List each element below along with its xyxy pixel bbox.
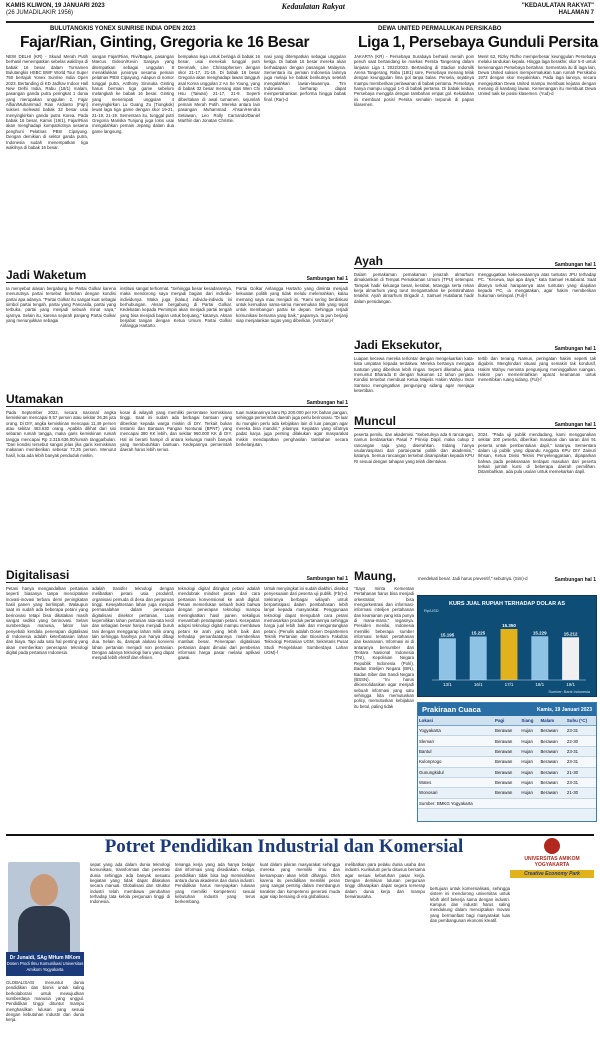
weather-row (418, 777, 596, 787)
kurs-value-label: 15.350 (502, 623, 516, 628)
weather-row (418, 736, 596, 746)
weather-cell: Berawan (539, 726, 565, 736)
weather-cell: Kulonprogo (418, 757, 494, 767)
page-number: HALAMAN 7 (558, 10, 594, 16)
chart-source: Sumber: Bank Indonesia (548, 690, 590, 694)
weather-cell: Hujan (520, 757, 539, 767)
kurs-date-label: 16/1 (473, 682, 483, 687)
weather-title: Prakiraan Cuaca (422, 705, 481, 714)
suit-shape (18, 906, 70, 954)
badminton-col-3: bempakan lega untuk berlaga di babak 16 besar, usai menekuk tunggal putri Denmark, Line Christophersen dengan skor 21-17, 21-19. Di babak 16 besar Gregoria akan menghadapi lawan tangguh asal Korea unggulan 2 An Se Young, yang di babak 32 besar menang atas Wen Chi Hsu (Taiwan) 21-17, 21-9. Seperti diberitakan di awal turnamen, sejumlah pemain Merah Putih. Mereka antara lain pasangan Muhammad Ahsan/Hendra Setiawan, Leo Rolly Carnando/Daniel Marthin dan Jonatan Christie. (178, 54, 260, 124)
weather-cell: 23-31 (566, 757, 596, 767)
weather-cell: 21-30 (566, 788, 596, 798)
page-header (6, 3, 594, 21)
weather-cell: 23-31 (566, 777, 596, 787)
waketum-col-2: institusi sangat terhormat. "Sehingga besar kesadarannya, maka mendorong saya menjadi bagian dari individu-individunya. Maka juga (kalau) individu-individu ini berhubungan. Aksan bergabung di Partai Golkar. Kedekatan kepada Pemimpin akan menjadi partai tengah yang bisa menjadi bagian untuk berjuang," katanya. Aksan berjabat tangan dengan Ketua Umum Partai Golkar Airlangga Hartarto. (120, 286, 232, 329)
author-photo (8, 862, 80, 954)
kurs-date-label: 19/1 (566, 682, 575, 687)
chart-unit: Rp/USD (424, 608, 439, 613)
weather-cell: Hujan (520, 788, 539, 798)
weather-cell: Wates (418, 777, 494, 787)
eksekutor-title: Jadi Eksekutor, (354, 338, 443, 352)
ad-col-6: bertujuan untuk komersialisasi, sehingga sistem ini mendorong universitas untuk lebih aktif bekerja sama dengan industri. Kampus dan industri harus saling mendukung dalam menciptakan inovasi yang bermanfaat bagi masyarakat luas dan pembangunan ekonomi kreatif. (430, 886, 510, 924)
weather-cell: Hujan (520, 767, 539, 777)
weather-column-header: Lokasi (418, 716, 494, 726)
logo-university-name: UNIVERSITAS AMIKOM YOGYAKARTA (524, 856, 580, 868)
chart-title: KURS JUAL RUPIAH TERHADAP DOLAR AS (448, 601, 566, 607)
header-right (522, 3, 594, 17)
edition-hijri-date: (26 JUMADILAKIR 1956) (6, 10, 74, 16)
face-shape (30, 874, 58, 906)
ad-col-2: sepat yang ada dalam dunia teknologi komunikasi, transformasi dan penetrasi dunia sehingga ada banyak sesuatu kegiatan yang tidak dapat dilakukan secara manual. Globalisasi dan struktur industri telah membawa perubahan terhadap tata kelola perguruan tinggi di Indonesia. (90, 862, 170, 905)
weather-forecast-box (417, 702, 597, 822)
waketum-section-bar (6, 268, 348, 283)
weather-cell: 21-30 (566, 767, 596, 777)
utamakan-title: Utamakan (6, 392, 64, 406)
digitalisasi-col-4: Untuk menyingkat ini sudah diakhiri, disebut penyesuaian dari peserta uji publik. (Fbr)-d. Sekiranya berbagai wilayah untuk berpartisipasi dalam pembahasan lebih lanjut kepada masyarakat. Penggunaan teknologi dapat mengubah cara petani memasarkan produk pertaniannya sehingga harga jual lebih baik dan menguntungkan petani. (Penulis adalah Dosen Departemen Teknik Pertanian dan Biosistem Fakultas Teknologi Pertanian UGM, Sekretaris Pusat Studi Pengelolaan Sumberdaya Lahan UGM)-f (264, 586, 348, 656)
weather-cell: Berawan (539, 777, 565, 787)
kurs-date-label: 13/1 (443, 682, 452, 687)
university-seal-icon (544, 838, 560, 854)
author-caption (6, 952, 84, 976)
weather-cell (494, 798, 520, 808)
header-left (6, 3, 105, 17)
weather-cell: Hujan (520, 746, 539, 756)
weather-cell: 23-31 (566, 746, 596, 756)
weather-row (418, 767, 596, 777)
weather-column-header: Malam (539, 716, 565, 726)
utamakan-section-bar (6, 392, 348, 407)
persikabo-col-2: Menit 63, Rizky Ridho memperbesar keunggulan Persebaya melalui tandukan kepala. Hingga laga berakhir, skor 5-0 untuk kemenangan Persebaya bertahan. Sementara itu di laga lain, Dewa United sukses mempermalukan tuan rumah Persikabo 1973 dengan skor meyakinkan. Pada laga lainnya, secara mengejutkan Dewa United mampu membuat kejutan dengan menang di kandang lawan. Kemenangan itu membuat Dewa United naik ke posisi klasemen. (Yud)-d (478, 54, 596, 97)
author-role: Dosen Prodi Ilmu Komunikasi Universitas Amikom Yogyakarta (6, 961, 84, 972)
kurs-bar-13-1 (439, 638, 456, 680)
waketum-continuation: Sambungan hal 1 (306, 276, 348, 282)
weather-cell: Yogyakarta (418, 726, 494, 736)
weather-cell: Berawan (539, 788, 565, 798)
weather-cell: Hujan (520, 777, 539, 787)
ayah-col-1: Dalam pemakaman pemakaman jenazah almarhum dimakamkan di Tempat Pemakaman Umum (TPU) setempat. Tampak hadir keluarga besar, kerabat, tetangga serta rekan kerja almarhum yang turut mengantarkan ke peristirahatan terakhir. Ayah almarhum Brigadir J, Samuel Hutabarat hadir dalam persidangan. (354, 272, 474, 304)
weather-cell: 23-31 (566, 726, 596, 736)
weather-cell: Sumber: BMKG Yogyakarta (418, 798, 494, 808)
utamakan-col-3: tuan makanannya baru Rp 200.000 per KK bahan pangan, sehingga pemerintah daerah juga perlu berinovasi. "Di luar itu mungkin perlu ada kebijakan lain di luar pangan agar mereka bisa mandiri," jelasnya. Kegiatan yang sifatnya padat karya juga penting dilakukan agar masyarakat miskin mendapatkan penghasilan tambahan secara berkelanjutan. (236, 410, 348, 448)
utamakan-col-1: Pada September 2022, secara nasional angka kemiskinan mencapai 9,57 persen atau sekitar 26,36 juta orang. Di DIY, angka kemiskinan mencapai 11,49 persen atau sekitar 463.630 orang. Apabila dilihat dari sisi sebaran rumah tangga, maka garis kemiskinan rumah tangga mencapai Rp 2.315.636,00/rumah tangga/bulan. "Dari kondisi tersebut sangat jelas jika garis kemiskinan makanan memberikan sebesar 72,25 persen. Menurut hasil, kota ada lebih banyak penduduk miskin. (6, 410, 116, 458)
maung-continuation: Sambungan hal 1 (554, 577, 596, 583)
digitalisasi-title: Digitalisasi (6, 568, 70, 582)
muncul-title: Muncul (354, 414, 396, 428)
weather-table (418, 716, 596, 809)
maung-col-2: mendekati benar. Jadi harus preventif," sebutnya. (Sim)-d (418, 576, 528, 581)
kurs-bar-19-1 (562, 637, 579, 680)
weather-cell (539, 798, 565, 808)
utamakan-col-4: peserta pemilu, dan akademisi. "Sebetulnya ada 6 rancangan, namun berdasarkan Pasal 7 Prinsip Dapil, maka cukup 2 rancangan saja yang diserahkan. Sidang hanya usulan/aspirasi dari partai-partai politik dan akademisi," katanya. Semua rancangan tersebut disampaikan kepada KPU RI sesuai dengan tahapan yang telah ditentukan. (354, 432, 474, 464)
weather-column-header: Pagi (494, 716, 520, 726)
weather-row (418, 746, 596, 756)
kurs-bar-18-1 (531, 636, 548, 680)
exchange-rate-svg (418, 596, 596, 696)
newspaper-masthead: Kedaulatan Rakyat (281, 2, 345, 11)
badminton-kicker: BULUTANGKIS YONEX SUNRISE INDIA OPEN 2023 (50, 26, 196, 32)
weather-cell (520, 798, 539, 808)
weather-row (418, 798, 596, 808)
weather-cell: Gunungkidul (418, 767, 494, 777)
muncul-col-1: 2024. "Pada uji publik mendadang, kami menggunakan sekitar 100 peserta, diberikan masukan dan saran dari 91 peserta untuk pembentukan dapil," katanya. Sementara dalam uji publik yang dipandu Anggota KPU DIY Zainuri Ikhsan, Ketua Divisi Teknis Penyelenggaraan, dipaparkan bahwa pada pelaksanaan terdapat masukan dari peserta terkait jumlah kursi di beberapa daerah pemilihan. Ditambahkan, ada pula usulan untuk memekarkan dapil. (478, 432, 596, 475)
weather-column-header: Suhu (°C) (566, 716, 596, 726)
weather-cell: Berawan (539, 736, 565, 746)
weather-date: Kamis, 19 Januari 2023 (536, 706, 592, 713)
weather-cell: Berawan (494, 736, 520, 746)
waketum-col-1: Ia menyebut alasan bergabung ke Partai Golkar karena menurutnya partai tersebut bertahan dengan kondisi partai apa adanya. "Partai Golkar itu sangat kuat sebagai simbol partai tengah, partai yang Pancasila, partai yang terbuka, partai yang menjadi sebuah minat saya," ujarnya. Selain itu, karena sejarah panjang Partai Golkar yang menunjukkan sebagai (6, 286, 116, 324)
badminton-col-1: NEW DELHI (KR) - Skuad Merah Putih berhasil menempatkan sebelas wakilnya di babak 16 besar dalam Turnamen Bulutangkis HSBC BWF World Tour Super 750 bertajuk Yonex Sunrise India Open 2023. Bertanding di KD Jadhav Indoor Hall New Delhi India, Rabu (18/1) malam, pasangan ganda putra peringkat 1 dunia yang merupakan unggulan 2, Fajar Alfian/Muhammad Rian Ardianto (Fajri) sukses melewati babak 32 besar usai menyingkirkan ganda putra Korea. Pada babak 16 besar, Kamis (19/1), Fajar/Rian akan menghadapi kompatriotnya sesama penghuni Pelatnas PBSI Cipayung. Dengan demikian di sektor ganda putra, Indonesia sudah menempatkan tiga wakilnya di babak 16 besar. (6, 54, 88, 150)
badminton-col-4: nasi yang ditempatkan sebagai unggulan ketiga. Di babak 16 besar mereka akan berhadapan dengan pasangan Malaysia. Sementara itu pemain Indonesia lainnya juga melaju ke babak berikutnya setelah mengalahkan lawan-lawannya. Tim Indonesia berharap dapat mempertahankan performa hingga babak final. (Rar)-d (264, 54, 346, 102)
digitalisasi-col-1: Petani hanya mengandalkan pertanian seperti biasanya tanpa menciptakan inovasi-inovasi terbaru demi peningkatan hasil panen yang berlimpah. Walaupun saat ini sudah ada beberapa petani yang berinovasi tetapi bisa dikatakan masih sangat sedikit yang berinovasi. Selain sumberdaya manusia, faktor lain penyebab kendala penerapan digitalisasi di Indonesia adalah keterbatasan lahan dan biaya. Tapi ada satu hal penting yang akan memberikan penerapan teknologi digital pada pertanian Indonesia. (6, 586, 88, 656)
weather-cell: Berawan (494, 777, 520, 787)
weather-cell: Wonosari (418, 788, 494, 798)
eksekutor-col-2: tertib dan tenang. Namun, peringatan hakim seperti tak digubris. Menghindari situasi yang semakin tak kondusif, Hakim Wahyu meminta pengunjung meninggalkan ruangan. Hakim pun memerintahkan aparat keamanan untuk menertibkan ruang sidang. (Ful)-f (478, 356, 596, 383)
advertorial-title: Potret Pendidikan Industrial dan Komersial (104, 836, 464, 857)
digitalisasi-continuation: Sambungan hal 1 (306, 576, 348, 582)
weather-cell (566, 798, 596, 808)
digitalisasi-section-bar (6, 568, 348, 583)
weather-cell: Berawan (539, 767, 565, 777)
kurs-value-label: 15.229 (532, 630, 547, 636)
maung-col-1: "Saya minta Kementan Pertahanan harus bisa menjadi orkestrator, bisa mengorkestrasi dan informasi-informasi intelijen pertahanan dan keamanan yang kita punya di mana-mana," tegasnya. Presiden menilai, Indonesia memiliki beberapa sumber informasi terkait pertahanan dan keamanan. Informasi ini di antaranya bersumber dari Tentara Nasional Indonesia (TNI), Kepolisian Negara Republik Indonesia (Polri), Badan Intelijen Negara (BIN), Badan Siber dan Sandi Negara (BSSN). "Ini harus dikonsolidasikan agar menjadi sebuah informasi yang satu sehingga kita memutuskan policy, memutuskan kebijakan itu betul, paling tidak (354, 586, 414, 709)
weather-cell: Berawan (539, 746, 565, 756)
ad-col-4: kuat dalam pikiran masyarakat sehingga mereka yang memiliki ilmu dan kemampuan akan lebih dihargai. Oleh karena itu pendidikan memiliki peran yang sangat penting dalam membangun karakter dan kompetensi generasi muda agar siap bersaing di era globalisasi. (260, 862, 340, 900)
weather-table-header (418, 716, 596, 726)
maung-title: Maung, (354, 569, 396, 583)
logo-tagline: Creative Economy Park (510, 870, 594, 878)
amikom-logo (510, 838, 594, 882)
weather-column-header: Siang (520, 716, 539, 726)
weather-cell: Berawan (494, 767, 520, 777)
author-name: Dr Junaidi, SAg MHum MKom (9, 955, 81, 961)
weather-row (418, 757, 596, 767)
digitalisasi-col-2: adalah transfer teknologi dengan melibatkan petani usia produktif, organisasi pemuda di desa dan perguruan tinggi. Kesejahteraan lahan juga menjadi permasalahan dalam penerapan digitalisasi disektor pertanian. Luas kepemilikan lahan pertanian rata-rata kecil dan sebagian besar hanya menjadi buruh tani dengan menggarap lahan milik orang lain sehingga hasilnya pun hanya dibagi dua. Selain itu, dampak alokasi konversi lahan pertanian menjadi non pertanian. Dengan adanya teknologi baru yang dapat menjadi lebih efektif dan efisien. (92, 586, 174, 661)
persikabo-headline: Liga 1, Persebaya Gunduli Persita (358, 34, 598, 51)
weather-cell: Berawan (494, 788, 520, 798)
ayah-col-2: menggugatkan kekecewaannya atas tuntutan JPU terhadap PC. "Kecewa, tapi apa daya," kata Samuel Hutabarat. Saat ditanya terkait harapannya atas tuntutan yang diajukan kepada PC, ia mengatakan, agar hakim memberikan hukuman setimpal. (Ful)-f (478, 272, 596, 299)
weather-cell: 22-30 (566, 736, 596, 746)
utamakan-continuation: Sambungan hal 1 (306, 400, 348, 406)
paper-name: "KEDAULATAN RAKYAT" (521, 3, 594, 9)
edition-date: KAMIS KLIWON, 19 JANUARI 2023 (6, 3, 105, 9)
kurs-date-label: 18/1 (535, 682, 545, 687)
badminton-headline: Fajar/Rian, Ginting, Gregoria ke 16 Besar (20, 34, 310, 51)
exchange-rate-chart (417, 595, 597, 697)
ad-col-1: GLOBALISASI menuntut dunia pendidikan dan bisnis untuk saling berkolaborasi untuk mewujudkan sumberdaya manusia yang unggul. Pendidikan tinggi dituntut mampu menghasilkan lulusan yang sesuai dengan kebutuhan industri dan dunia kerja. (6, 980, 84, 1023)
ad-col-3: tenanga kerja yang ada hanya belajar dari informasi yang disediakan. Ketiga, pendidikan tidak bisa lagi memisahkan antara dunia akademis dan dunia industri. Pendidikan harus menyiapkan lulusan yang memiliki kompetensi sesuai kebutuhan industri yang terus berkembang. (175, 862, 255, 905)
kurs-bar-16-1 (470, 637, 487, 681)
weather-cell: Sleman (418, 736, 494, 746)
eksekutor-section-bar (354, 338, 596, 353)
kurs-value-label: 15.225 (471, 630, 486, 636)
kurs-value-label: 15.212 (563, 631, 578, 637)
muncul-section-bar (354, 414, 596, 429)
weather-cell: Berawan (539, 757, 565, 767)
persikabo-kicker: DEWA UNITED PERMALUKAN PERSIKABO (378, 26, 502, 32)
utamakan-col-2: kosai di wilayah yang memiliki persentase kemiskinan tinggi. Saat ini sudah ada berbagai bantuan yang diberikan kepada warga miskin di DIY. Terkait bukan instansi dan Bantuan Pangan Nontunai (BPNT) yang mencapai 380 KK lebih, dan sekitar 960.000 KK di DIY. Hal ini berarti hampir di antara keluarga masih banyak yang membutuhkan bantuan. Kedepannya pemerintah daerah harus lebih serius. (120, 410, 232, 453)
weather-cell: Berawan (494, 726, 520, 736)
weather-row (418, 726, 596, 736)
digitalisasi-col-3: teknologi digital ditingkat petani adalah mendobrak mindset petani dari cara pertanian konvensional ke arah digital. Petani memerlukan sebuah bukti bahwa dengan penerapan teknologi mampu meningkatkan hasil panen sekaligus menambah pendapatan petani. Kecepatan adopsi teknologi digital mampu membawa petani ke arah yang lebih baik dan terhadap pemanfaatannya memberikan manfaat besar. Penerapan digitalisasi pertanian dapat dimulai dari pemberian informasi harga pasar melalui aplikasi gawai. (178, 586, 260, 661)
ayah-section-bar (354, 254, 596, 269)
waketum-col-3: Partai Golkar Airlangga Hartarto yang diminta menjadi kekuatan politik yang tidak melulu melemahkan, kalau memang saya mau menjadi ini. "Kami sering berdiskusi untuk kemudian sama-sama menemukan titik yang tepat untuk membangun partai ke depan. Sehingga terjadi komunikasi bersama yang baik," paparnya. Ia pun berjanji siap menjalankan tugas yang diberikan. (Ant/San)-f (236, 286, 348, 324)
badminton-col-2: sangan Fajar/Rian, Rivi/Bagas, pasangan Marcus Gideon/Kevin Sanjaya yang ditempatkan sebagai unggulan 8 menaklukkan junionya sesama pemain pelatnas PBSI Cipayung. Adapun di nomor tunggal putra, Anthony Sinisuka Ginting harus bermain tiga game sebelum melangkah ke babak 16 besar. Ginting yang menempati unggulan 4 menyingkirkan Lu Guang Zu (Tiongkok) lewat laga tiga game dengan skor 19-21, 21-19, 21-19. Sementara itu, tunggal putri Gregoria Mariska Tunjung juga lolos usai mengalahkan pemain Jepang dalam dua game langsung. (92, 54, 174, 134)
ayah-title: Ayah (354, 254, 383, 268)
kurs-date-label: 17/1 (504, 682, 514, 687)
weather-cell: Hujan (520, 736, 539, 746)
weather-cell: Berawan (494, 746, 520, 756)
weather-cell: Hujan (520, 726, 539, 736)
weather-header (418, 703, 596, 716)
muncul-continuation: Sambungan hal 1 (554, 422, 596, 428)
persikabo-col-1: JAKARTA (KR) - Persebaya Surabaya berhasil meraih poin penuh saat bertandang ke markas Persita Tangerang dalam lanjutan Liga 1 2022/2023. Bertanding di Stadion Indomilk Arena Tangerang, Rabu (18/1) sore, Persebaya menang telak dengan keunggulan lima gol tanpa balas. Persela, sejatinya mampu memberikan perlawanan di babak pertama. Persebaya hanya mampu unggul 1-0 di babak pertama. Di babak kedua, Persebaya menggila dengan tambahan empat gol. Kekalahan ini membuat posisi Persita semakin terpuruk di papan klasemen. (354, 54, 474, 108)
kurs-value-label: 15.195 (440, 632, 455, 638)
waketum-title: Jadi Waketum (6, 268, 87, 282)
weather-cell: Bantul (418, 746, 494, 756)
weather-row (418, 788, 596, 798)
ad-col-5: melibatkan para pelaku dunia usaha dan industri. Kurikulum perlu disusun bersama agar sesuai kebutuhan pasar kerja. Dengan demikian lulusan perguruan tinggi diharapkan dapat segera terserap dalam dunia kerja dan mampu berwirausaha. (345, 862, 425, 900)
eksekutor-continuation: Sambungan hal 1 (554, 346, 596, 352)
eksekutor-col-1: Luapan kecewa mereka terlontar dengan mengeluarkan kata-kata umpatan kepada terdakwa. Mereka bertanya mengapa tuntutan yang diberikan lebih ringan. Seperti diketahui, jaksa menuntut Bharada E dengan hukuman 12 tahun penjara. Kondisi tersebut membuat Ketua Majelis Hakim Wahyu Iman Santoso mengingatkan pengunjung sidang agar menjaga ketertiban. (354, 356, 474, 394)
weather-cell: Berawan (494, 757, 520, 767)
ayah-continuation: Sambungan hal 1 (554, 262, 596, 268)
kurs-bar-17-1 (501, 629, 518, 680)
